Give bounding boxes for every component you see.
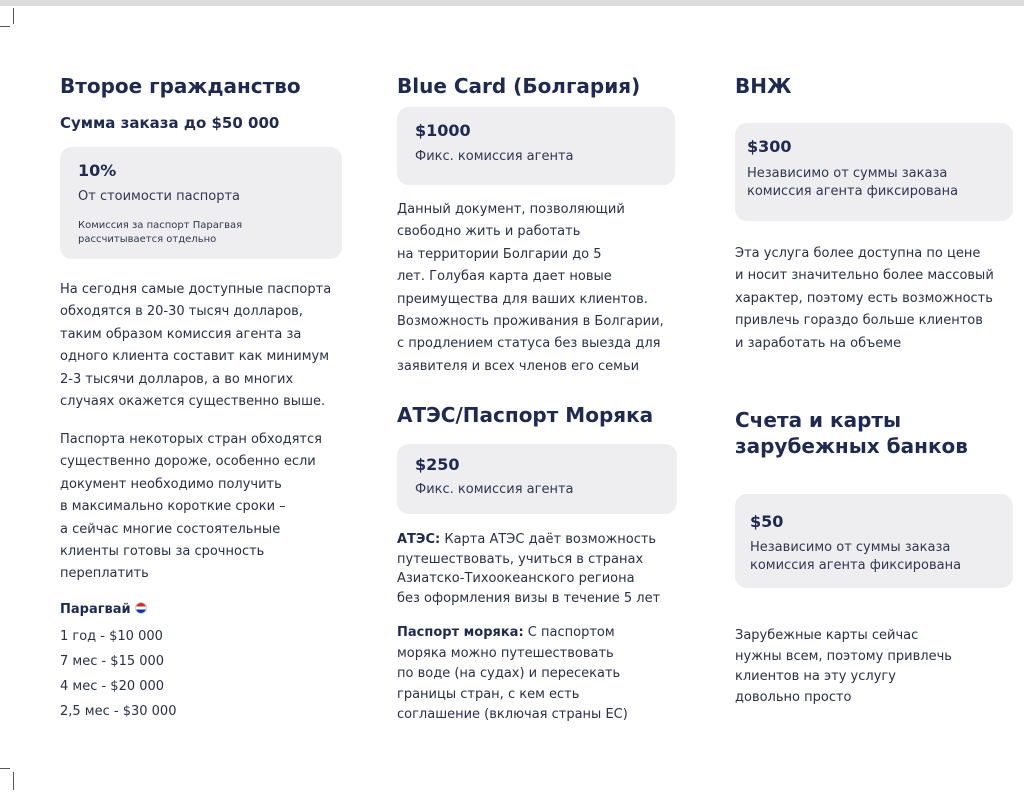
crop-mark — [0, 768, 10, 769]
bank-commission-card — [735, 494, 1013, 588]
residence-commission-card — [735, 123, 1013, 221]
crop-mark — [13, 8, 14, 24]
bank-desc: Независимо от суммы заказа комиссия агента фиксирована — [750, 540, 962, 573]
order-amount-subtitle: Сумма заказа до $50 000 — [60, 114, 280, 132]
residence-amount: $300 — [747, 137, 792, 156]
paragraph-apec: АТЭС: Карта АТЭС даёт возможность путешествовать, учиться в странах Азиатско-Тихоокеанского региона без оформления визы в течение 5 лет — [397, 532, 661, 606]
section-title-foreign-bank-accounts: Счета и карты зарубежных банков — [735, 408, 968, 458]
apec-commission-card — [397, 444, 677, 514]
section-title-residence-permit: ВНЖ — [735, 74, 792, 98]
paragraph-sailor-passport: Паспорт моряка: С паспортом моряка можно путешествовать по воде (на судах) и пересекать границы стран, с кем есть соглашение (включая страны ЕС) — [397, 625, 628, 722]
commission-amount: 10% — [78, 161, 117, 180]
commission-note: Комиссия за паспорт Парагвая рассчитывается отдельно — [78, 220, 243, 245]
commission-card — [60, 147, 342, 259]
bank-amount: $50 — [750, 512, 784, 531]
paragraph-affordable-passports: На сегодня самые доступные паспорта обходятся в 20-30 тысяч долларов, таким образом комиссия агента за одного клиента составит как минимум 2-3 тысячи долларов, а во многих случаях окажется существенно выше. — [60, 282, 332, 410]
commission-desc: От стоимости паспорта — [78, 189, 240, 204]
section-title-second-citizenship: Второе гражданство — [60, 74, 301, 98]
list-item: 1 год - $10 000 — [60, 629, 163, 644]
paragraph-expensive-passports: Паспорта некоторых стран обходятся существенно дороже, особенно если документ необходимо получить в максимально короткие сроки – а сейчас многие состоятельные клиенты готовы за срочность переплатить — [60, 432, 322, 582]
crop-mark — [0, 26, 10, 27]
paraguay-price-list — [60, 624, 176, 724]
section-title-apec-sailor: АТЭС/Паспорт Моряка — [397, 403, 654, 427]
list-item: 7 мес - $15 000 — [60, 654, 165, 669]
residence-desc: Независимо от суммы заказа комиссия агента фиксирована — [747, 166, 959, 199]
apec-amount: $250 — [415, 455, 460, 474]
paragraph-residence-permit: Эта услуга более доступна по цене и носит значительно более массовый характер, поэтому есть возможность привлечь гораздо больше клиентов и заработать на объеме — [735, 246, 994, 351]
paraguay-flag-icon — [135, 602, 147, 614]
paraguay-list-title: Парагвай — [60, 602, 147, 617]
blue-card-amount: $1000 — [415, 121, 471, 140]
apec-desc: Фикс. комиссия агента — [415, 482, 574, 497]
section-title-blue-card: Blue Card (Болгария) — [397, 74, 641, 98]
crop-mark — [13, 772, 14, 790]
paragraph-blue-card: Данный документ, позволяющий свободно жить и работать на территории Болгарии до 5 лет. Голубая карта дает новые преимущества для ваших клиентов. Возможность проживания в Болгарии, с продлением статуса без выезда для заявителя и всех членов его семьи — [397, 202, 664, 374]
blue-card-desc: Фикс. комиссия агента — [415, 149, 574, 164]
blue-card-commission-card — [397, 107, 675, 185]
list-item: 4 мес - $20 000 — [60, 679, 165, 694]
top-border — [0, 0, 1024, 6]
paragraph-foreign-cards: Зарубежные карты сейчас нужны всем, поэтому привлечь клиентов на эту услугу довольно просто — [735, 628, 952, 705]
list-item: 2,5 мес - $30 000 — [60, 704, 177, 719]
